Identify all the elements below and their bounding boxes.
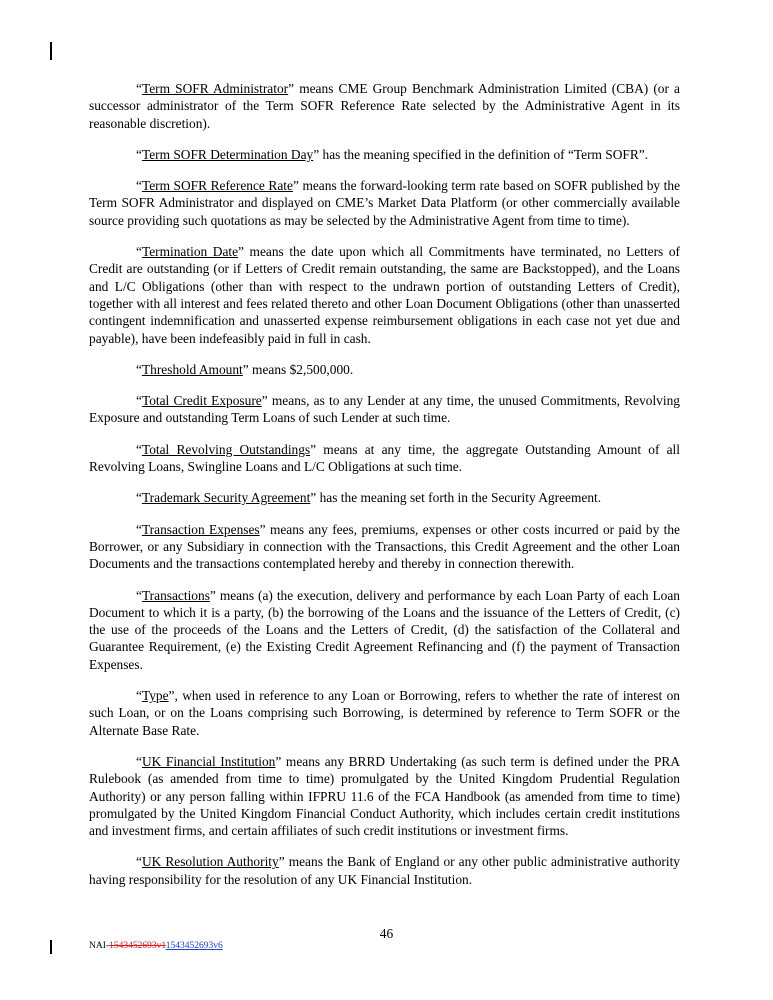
- defined-term: Term SOFR Administrator: [141, 81, 289, 96]
- definition-text: means the Bank of England or any other public administrative authority having responsibility for the resolution of any UK Financial Institution.: [89, 854, 680, 887]
- definition-text: means, as to any Lender at any time, the unused Commitments, Revolving Exposure and outstanding Term Loans of such Lender at such time.: [89, 393, 680, 426]
- definition-text: means any fees, premiums, expenses or other costs incurred or paid by the Borrower, or any Subsidiary in connection with the Transactions, this Credit Agreement and the other Loan Documents and the transactions contemplated hereby and thereby in connection therewith.: [89, 521, 680, 572]
- definition-text: has the meaning set forth in the Security Agreement.: [316, 490, 602, 506]
- defined-term: Term SOFR Reference Rate: [141, 178, 293, 194]
- definition-paragraph: “Total Credit Exposure” means, as to any Lender at any time, the unused Commitments, Revolving Exposure and outstanding Term Loans of such Lender at such time.: [89, 393, 680, 426]
- definition-text: means (a) the execution, delivery and performance by each Loan Party of each Loan Document to which it is a party, (b) the borrowing of the Loans and the issuance of the Letters of Credit, (c) the use of the proceeds of the Loans and the Letters of Credit, (d) the satisfaction of the Collateral and Guarantee Requirement, (e) the Existing Credit Agreement Refinancing and (f) the payment of Transaction Expenses.: [89, 587, 680, 672]
- definition-paragraph: “Trademark Security Agreement” has the meaning set forth in the Security Agreement.: [136, 490, 602, 506]
- change-bar-bottom: [50, 940, 52, 954]
- defined-term: Type: [141, 688, 169, 704]
- definition-paragraph: “UK Financial Institution” means any BRRD Undertaking (as such term is defined under the PRA Rulebook (as amended from time to time) promulgated by the United Kingdom Prudential Regulation Authority) or any person falling within IFPRU 11.6 of the FCA Handbook (as amended from time to time) promulgated by the United Kingdom Financial Conduct Authority, which includes certain credit institutions and investment firms, and certain affiliates of such credit institutions or investment firms.: [89, 753, 680, 839]
- doc-id-inserted: 1543452693v6: [165, 941, 223, 951]
- definition-paragraph: “Termination Date” means the date upon which all Commitments have terminated, no Letters of Credit are outstanding (or if Letters of Credit remain outstanding, the same are Backstopped), and the Loans and L/C Obligations (other than with respect to the undrawn portion of outstanding Letters of Credit), together with all interest and fees related thereto and other Loan Document Obligations (other than unasserted contingent indemnification and unasserted expense reimbursement obligations in each case not yet due and payable), have been indefeasibly paid in full in cash.: [89, 244, 680, 346]
- definition-paragraph: “Threshold Amount” means $2,500,000.: [136, 361, 354, 377]
- defined-term: Transactions: [141, 587, 210, 603]
- definition-text: means CME Group Benchmark Administration Limited (CBA) (or a successor administrator of the Term SOFR Reference Rate selected by the Administrative Agent in its reasonable discretion).: [89, 81, 680, 131]
- defined-term: Threshold Amount: [141, 361, 243, 377]
- definition-text: , when used in reference to any Loan or Borrowing, refers to whether the rate of interest on such Loan, or on the Loans comprising such Borrowing, is determined by reference to Term SOFR or the Alternate Base Rate.: [89, 688, 680, 738]
- defined-term: UK Resolution Authority: [141, 854, 279, 870]
- definition-paragraph: “Transaction Expenses” means any fees, premiums, expenses or other costs incurred or paid by the Borrower, or any Subsidiary in connection with the Transactions, this Credit Agreement and the other Loan Documents and the transactions contemplated hereby and thereby in connection therewith.: [89, 521, 680, 572]
- doc-id-deleted: 1543452693v1: [109, 941, 166, 951]
- definition-paragraph: “Type”, when used in reference to any Loan or Borrowing, refers to whether the rate of interest on such Loan, or on the Loans comprising such Borrowing, is determined by reference to Term SOFR or the Alternate Base Rate.: [89, 688, 680, 738]
- definition-paragraph: “Term SOFR Determination Day” has the meaning specified in the definition of “Term SOFR”.: [136, 146, 649, 162]
- defined-term: Transaction Expenses: [141, 521, 260, 537]
- defined-term: Term SOFR Determination Day: [141, 146, 314, 162]
- defined-term: UK Financial Institution: [141, 753, 276, 769]
- definition-text: means at any time, the aggregate Outstanding Amount of all Revolving Loans, Swingline Loans and L/C Obligations at such time.: [89, 441, 680, 475]
- defined-term: Termination Date: [141, 244, 239, 260]
- defined-term: Trademark Security Agreement: [141, 490, 311, 506]
- page-number: 46: [379, 926, 394, 941]
- definitions-section: [89, 80, 680, 902]
- definition-text: means the forward-looking term rate based on SOFR published by the Term SOFR Administrator and displayed on CME’s Market Data Platform (or other commercially available source providing such quotations as may be selected by the Administrative Agent from time to time).: [89, 178, 681, 228]
- definition-text: means any BRRD Undertaking (as such term is defined under the PRA Rulebook (as amended from time to time) promulgated by the United Kingdom Prudential Regulation Authority) or any person falling within IFPRU 11.6 of the FCA Handbook (as amended from time to time) promulgated by the United Kingdom Financial Conduct Authority, which includes certain credit institutions and investment firms, and certain affiliates of such credit institutions or investment firms.: [89, 753, 680, 839]
- definition-paragraph: “Transactions” means (a) the execution, delivery and performance by each Loan Party of each Loan Document to which it is a party, (b) the borrowing of the Loans and the issuance of the Letters of Credit, (c) the use of the proceeds of the Loans and the Letters of Credit, (d) the satisfaction of the Collateral and Guarantee Requirement, (e) the Existing Credit Agreement Refinancing and (f) the payment of Transaction Expenses.: [89, 587, 680, 672]
- defined-term: Total Revolving Outstandings: [141, 441, 311, 457]
- definition-paragraph: “Term SOFR Administrator” means CME Group Benchmark Administration Limited (CBA) (or a successor administrator of the Term SOFR Reference Rate selected by the Administrative Agent in its reasonable discretion).: [89, 81, 680, 131]
- document-id-footer: [89, 941, 223, 951]
- definition-text: means $2,500,000.: [248, 361, 354, 377]
- definition-paragraph: “Term SOFR Reference Rate” means the forward-looking term rate based on SOFR published by the Term SOFR Administrator and displayed on CME’s Market Data Platform (or other commercially available source providing such quotations as may be selected by the Administrative Agent from time to time).: [89, 178, 681, 228]
- definition-paragraph: “UK Resolution Authority” means the Bank of England or any other public administrative authority having responsibility for the resolution of any UK Financial Institution.: [89, 854, 680, 887]
- definition-text: means the date upon which all Commitments have terminated, no Letters of Credit are outstanding (or if Letters of Credit remain outstanding, the same are Backstopped), and the Loans and L/C Obligations (other than with respect to the undrawn portion of outstanding Letters of Credit), together with all interest and fees related thereto and other Loan Document Obligations (other than unasserted contingent indemnification and unasserted expense reimbursement obligations in each case not yet due and payable), have been indefeasibly paid in full in cash.: [89, 244, 680, 346]
- doc-id-prefix: NAI-: [89, 941, 110, 951]
- defined-term: Total Credit Exposure: [141, 393, 262, 409]
- definition-paragraph: “Total Revolving Outstandings” means at any time, the aggregate Outstanding Amount of all Revolving Loans, Swingline Loans and L/C Obligations at such time.: [89, 441, 680, 475]
- change-bar-top: [50, 42, 52, 60]
- definition-text: has the meaning specified in the definition of “Term SOFR”.: [319, 146, 649, 162]
